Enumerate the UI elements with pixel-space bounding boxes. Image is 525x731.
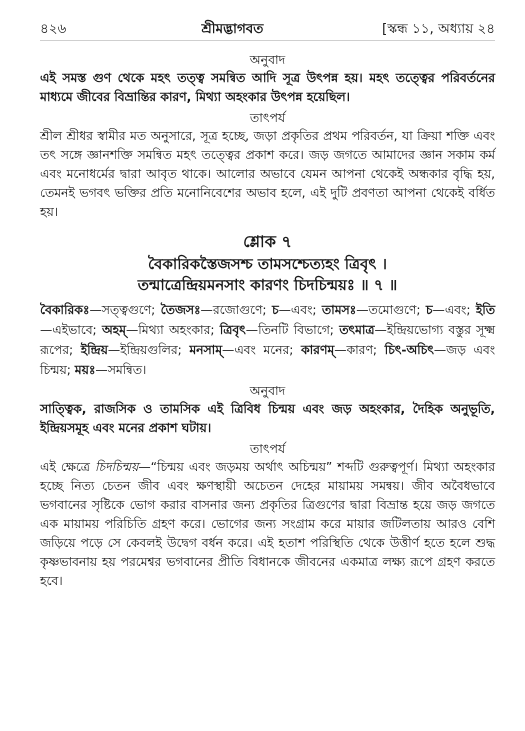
page-header bbox=[40, 18, 495, 41]
book-title: শ্রীমদ্ভাগবত bbox=[201, 21, 264, 37]
synonym-meaning: —কারণ; bbox=[334, 343, 385, 357]
synonym-term: তামসঃ bbox=[321, 303, 357, 317]
synonym-term: চিৎ-অচিৎ bbox=[384, 343, 434, 357]
synonym-meaning: —তমোগুণে; bbox=[356, 303, 426, 317]
synonym-term: অহম্ bbox=[102, 323, 126, 337]
verse-line-1: বৈকারিকস্তৈজসশ্চ তামসশ্চেত্যহং ত্রিবৃৎ । bbox=[147, 255, 388, 273]
synonym-meaning: —এবং; bbox=[432, 303, 476, 317]
synonym-term: চ bbox=[425, 303, 433, 317]
synonym-meaning: —মিথ্যা অহংকার; bbox=[125, 323, 220, 337]
synonym-term: বৈকারিকঃ bbox=[40, 303, 90, 317]
synonym-term: মনসাম্ bbox=[189, 343, 223, 357]
synonym-meaning: —সমন্বিত। bbox=[95, 363, 147, 377]
synonym-term: তৈজসঃ bbox=[160, 303, 201, 317]
synonym-meaning: —ইন্দ্রিয়ভোগ্য বস্তুর সূক্ষ্ম রূপের; bbox=[40, 323, 495, 357]
purport-italic-term: চিদচিন্ময় bbox=[95, 460, 139, 474]
page-number: ৪২৬ bbox=[40, 21, 67, 37]
chapter-reference: [স্কন্ধ ১১, অধ্যায় ২৪ bbox=[382, 21, 495, 37]
translation-heading-2: অনুবাদ bbox=[249, 383, 286, 398]
synonym-term: তৎমাত্র bbox=[339, 323, 375, 337]
synonym-term: ইন্দ্রিয় bbox=[80, 343, 108, 357]
word-synonyms bbox=[40, 300, 495, 380]
synonym-term: ইতি bbox=[475, 303, 496, 317]
synonym-meaning: —এইভাবে; bbox=[40, 323, 103, 337]
purport-heading: তাৎপর্য bbox=[249, 110, 286, 125]
translation-text: এই সমস্ত গুণ থেকে মহৎ তত্ত্ব সমন্বিত আদি সূত্র উৎপন্ন হয়। মহৎ তত্ত্বের পরিবর্তনের মাধ্যমে জীবের বিভ্রান্তির কারণ, মিথ্যা অহংকার উৎপন্ন হয়েছিল। bbox=[40, 71, 495, 104]
synonym-meaning: —এবং; bbox=[278, 303, 322, 317]
verse-line-2: তন্মাত্রেন্দ্রিয়মনসাং কারণং চিদচিন্ময়ঃ ॥ ৭ ॥ bbox=[137, 276, 398, 294]
purport-body: —“চিন্ময় এবং জড়ময় অর্থাৎ অচিন্ময়” শব্দটি গুরুত্বপূর্ণ। মিথ্যা অহংকার হচ্ছে নিত্য চেতন জীব এবং ক্ষণস্থায়ী অচেতন দেহের মায়াময় সমন্বয়। জীব অবৈধভাবে ভগবানের সৃষ্টিকে ভোগ করার বাসনার জন্য প্রকৃতির ত্রিগুণের দ্বারা বিভ্রান্ত হয়ে জড় জগতে এক মায়াময় পরিচিতি গ্রহণ করে। ভোগের জন্য সংগ্রাম করে মায়ার জটিলতায় আরও বেশি জড়িয়ে পড়ে সে কেবলই উদ্বেগ বর্ধন করে। এই হতাশ পরিস্থিতি থেকে উত্তীর্ণ হতে হলে শুদ্ধ কৃষ্ণভাবনায় হয় পরমেশ্বর ভগবানের প্রীতি বিধানকে জীবনের একমাত্র লক্ষ্য রূপে গ্রহণ করতে হবে। bbox=[40, 460, 496, 588]
synonym-meaning: —ইন্দ্রিয়গুলির; bbox=[107, 343, 190, 357]
synonym-term: ত্রিবৃৎ bbox=[219, 323, 246, 337]
synonym-meaning: —সত্ত্বগুণে; bbox=[89, 303, 161, 317]
purport-prefix: এই ক্ষেত্রে bbox=[40, 460, 96, 474]
synonym-meaning: —এবং মনের; bbox=[222, 343, 302, 357]
purport-text-2 bbox=[40, 458, 495, 591]
synonym-meaning: —রজোগুণে; bbox=[200, 303, 272, 317]
synonym-term: কারণম্ bbox=[301, 343, 335, 357]
synonym-term: চ bbox=[271, 303, 279, 317]
purport-heading-2: তাৎপর্য bbox=[249, 441, 286, 456]
translation-text-2: সাত্ত্বিক, রাজসিক ও তামসিক এই ত্রিবিধ চিন্ময় এবং জড় অহংকার, দৈহিক অনুভূতি, ইন্দ্রিয়সমূহ এবং মনের প্রকাশ ঘটায়। bbox=[40, 402, 495, 435]
verse-text bbox=[40, 254, 495, 296]
purport-text: শ্রীল শ্রীধর স্বামীর মত অনুসারে, সূত্র হচ্ছে, জড়া প্রকৃতির প্রথম পরিবর্তন, যা ক্রিয়া শক্তি এবং তৎ সঙ্গে জ্ঞানশক্তি সমন্বিত মহৎ তত্ত্বের প্রকাশ করে। জড় জগতে আমাদের জ্ঞান সকাম কর্ম এবং মনোধর্মের দ্বারা আবৃত থাকে। আলোর অভাবে যেমন আপনা থেকেই অন্ধকার বৃদ্ধি হয়, তেমনই ভগবৎ ভক্তির প্রতি মনোনিবেশের অভাব হলে, এই দুটি প্রবণতা আপনা থেকেই বর্ধিত হয়। bbox=[40, 129, 495, 219]
synonym-meaning: —তিনটি বিভাগে; bbox=[245, 323, 340, 337]
synonym-meaning: —জড় এবং চিন্ময়; bbox=[40, 343, 496, 377]
verse-label: শ্লোক ৭ bbox=[243, 232, 292, 251]
translation-heading: অনুবাদ bbox=[249, 52, 286, 67]
synonym-term: ময়ঃ bbox=[74, 363, 96, 377]
